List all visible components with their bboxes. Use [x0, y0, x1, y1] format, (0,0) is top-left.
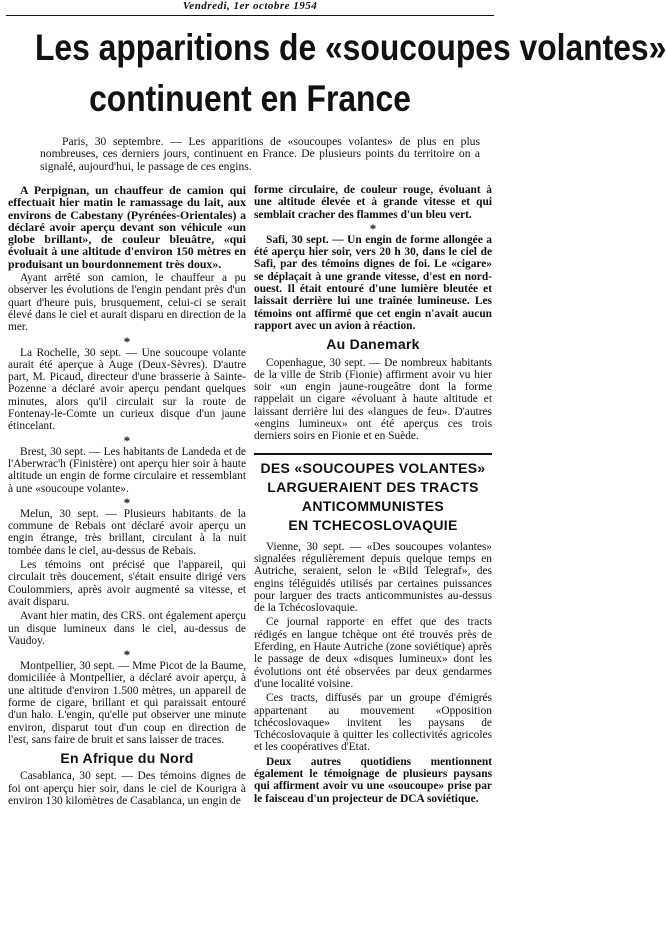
montpellier-paragraph: Montpellier, 30 sept. — Mme Picot de la Baume, domiciliée à Montpellier, a déclaré avoir aperçu, à une altitude d'environ 1.500 mètres, un appareil de forme de cigare, brillant et qui paraissait entouré d'un halo. L'engin, qu'elle put observer une minute environ, disparut tout d'un coup en direction de l'est, sans faire de bruit et sans laisser de traces.: [8, 660, 246, 746]
journal-paragraph: Ce journal rapporte en effet que des tracts rédigés en langue tchèque ont été trouvés près de Eferding, en Haute Autriche (zone soviétique) après le passage de deux «disques lumineux» dont les évolutions ont été observées par deux gendarmes d'une localité voisine.: [254, 616, 492, 690]
right-column: [254, 184, 492, 807]
perpignan-followup: Ayant arrêté son camion, le chauffeur a pu observer les évolutions de l'engin pendant près d'un quart d'heure puis, brusquement, celui-ci se serait élevé dans le ciel et aurait disparu en direction de la mer.: [8, 272, 246, 334]
separator-star: *: [123, 333, 131, 349]
quotidiens-paragraph: Deux autres quotidiens mentionnent également le témoignage de plusieurs paysans qui affirment avoir vu une «soucoupe» prise par le faisceau d'un projecteur de DCA soviétique.: [254, 755, 492, 805]
safi-paragraph: Safi, 30 sept. — Un engin de forme allongée a été aperçu hier soir, vers 20 h 30, dans le ciel de Safi, par des témoins dignes de foi. Le «cigare» se déplaçait à une grande vitesse, d'est en nord-ouest. Il était entouré d'une lumière bleutée et laissait derrière lui une traînée lumineuse. Les témoins ont affirmé que cet engin n'avait aucun rapport avec un avion à réaction.: [254, 233, 492, 332]
vienne-paragraph: Vienne, 30 sept. — «Des soucoupes volantes» signalées régulièrement depuis quelque temps en Autriche, seraient, selon le «Bild Telegraf», des engins téléguidés utilisés par certaines puissances pour larguer des tracts anticommunistes au-dessus de la Tchécoslovaquie.: [254, 540, 492, 615]
casablanca-continued: forme circulaire, de couleur rouge, évoluant à une altitude élevée et à grande vitesse et qui semblait cracher des flammes d'un bleu vert.: [254, 184, 492, 221]
headline-line2: continuent en France: [89, 78, 411, 119]
melun-crs: Avant hier matin, des CRS. ont également aperçu un disque lumineux dans le ciel, au-dessus de Vaudoy.: [8, 610, 246, 647]
melun-paragraph: Melun, 30 sept. — Plusieurs habitants de la commune de Rebais ont déclaré avoir aperçu un engin étrange, très brillant, circulant à la nuit tombée dans le ciel, au-dessus de Rebais.: [8, 507, 246, 557]
tracts-headline-line2: LARGUERAIENT DES TRACTS: [267, 478, 479, 495]
casablanca-paragraph: Casablanca, 30 sept. — Des témoins dignes de foi ont aperçu hier soir, dans le ciel de Kourigra à environ 130 kilomètres de Casablanca, un engin de: [8, 770, 246, 808]
subhead-afrique: En Afrique du Nord: [60, 750, 194, 767]
tracts-headline-line3: ANTICOMMUNISTES: [301, 497, 445, 514]
separator-star: *: [369, 220, 377, 236]
rochelle-paragraph: La Rochelle, 30 sept. — Une soucoupe volante aurait été aperçue à Auge (Deux-Sèvres). D'autre part, M. Picaud, directeur d'une brasserie à Sainte-Pozenne a déclaré avoir aperçu pendant quelques minutes, alors qu'il circulait sur la route de Fontenay-le-Comte un curieux disque d'un jaune étincelant.: [8, 346, 246, 433]
dateline: Vendredi, 1er octobre 1954: [182, 0, 318, 12]
separator-star: *: [123, 647, 131, 663]
separator-star: *: [123, 494, 131, 510]
headline-line1: Les apparitions de «soucoupes volantes»: [35, 27, 666, 68]
tracts-headline-line1: DES «SOUCOUPES VOLANTES»: [260, 459, 486, 476]
brest-paragraph: Brest, 30 sept. — Les habitants de Landeda et de l'Aberwrac'h (Finistère) ont aperçu hier soir à haute altitude un engin de forme circulaire et ressemblant à une «soucoupe volante».: [8, 445, 246, 495]
subhead-danemark: Au Danemark: [326, 336, 420, 353]
perpignan-paragraph: A Perpignan, un chauffeur de camion qui effectuait hier matin le ramassage du lait, aux environs de Cabestany (Pyrénées-Orientales) a déclaré avoir aperçu devant son véhicule «un globe brillant», de couleur bleuâtre, «qui évoluait à une altitude d'environ 150 mètres en produisant un bourdonnement très doux».: [8, 183, 246, 271]
tracts-paragraph: Ces tracts, diffusés par un groupe d'émigrés appartenant au mouvement «Opposition tchécoslovaque» invitent les paysans de Tchécoslovaquie à quitter les collectivités agricoles et les coopératives d'Etat.: [254, 692, 492, 754]
tracts-headline: [254, 453, 492, 535]
copenhague-paragraph: Copenhague, 30 sept. — De nombreux habitants de la ville de Strib (Fionie) affirment avoir vu hier soir «un engin jaune-rougeâtre dont la forme rappelait un cigare «évoluant à haute altitude et laissant derrière lui des «langues de feu». D'autres «engins lumineux» ont été aperçus ces trois derniers soirs en Fionie et en Suède.: [254, 356, 492, 443]
left-column: [8, 184, 246, 809]
tracts-headline-line4: EN TCHECOSLOVAQUIE: [288, 516, 458, 533]
lede-paragraph: Paris, 30 septembre. — Les apparitions de «soucoupes volantes» de plus en plus nombreuses, ces derniers jours, continuent en France. De plusieurs points du territoire on a signalé, aujourd'hui, le passage de ces engins.: [40, 135, 480, 173]
melun-witnesses: Les témoins ont précisé que l'appareil, qui circulait très doucement, s'était ensuite dirigé vers Coulommiers, après avoir augmenté sa vitesse, et avait disparu.: [8, 559, 246, 608]
top-rule: [6, 15, 494, 16]
separator-star: *: [123, 432, 131, 448]
